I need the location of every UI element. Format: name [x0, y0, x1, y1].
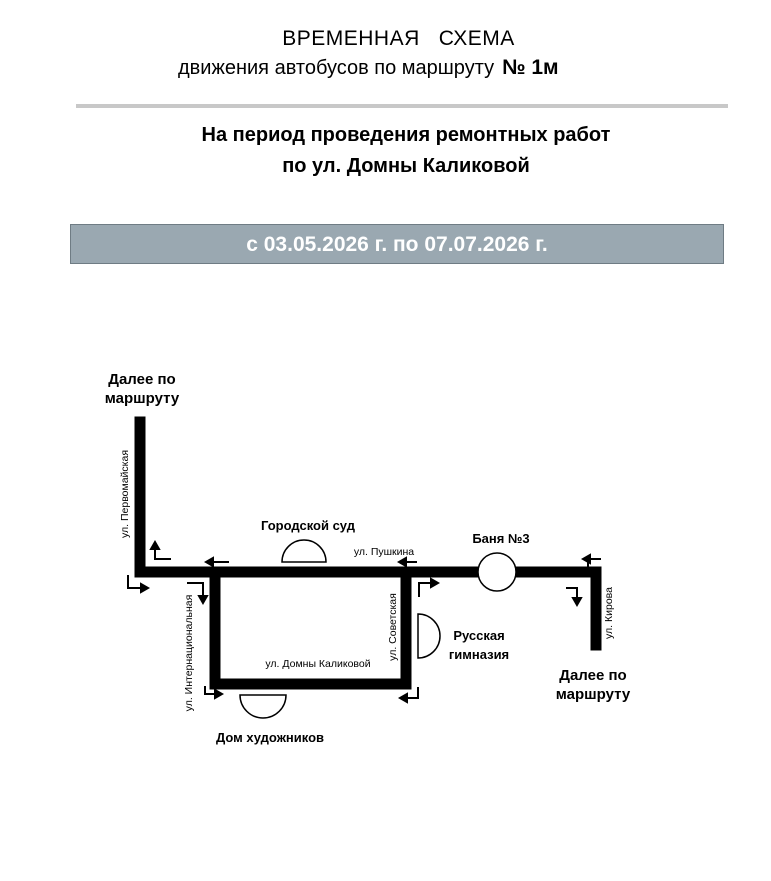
notice-line-1: На период проведения ремонтных работ — [201, 124, 611, 146]
arrow-down-right-icon — [128, 575, 148, 592]
bath-stop-icon — [478, 553, 516, 591]
street-domny-kalikovoy-label: ул. Домны Каликовой — [265, 658, 371, 670]
notice-line-2: по ул. Домны Каликовой — [282, 155, 530, 177]
bath-stop-label: Баня №3 — [472, 531, 530, 546]
court-stop-icon — [282, 540, 326, 562]
street-pushkina-label: ул. Пушкина — [353, 546, 415, 558]
route-subtitle-text: движения автобусов по маршруту — [178, 57, 495, 79]
gymnasium-stop-label-1: Русская — [453, 628, 505, 643]
date-range-banner: с 03.05.2026 г. по 07.07.2026 г. — [70, 224, 724, 264]
arrow-left-up-icon — [583, 555, 601, 568]
arrow-right-down-icon — [566, 588, 581, 605]
route-number: № 1м — [502, 56, 559, 79]
continue-right-line-2: маршруту — [555, 686, 631, 703]
scheme-title: ВРЕМЕННАЯ СХЕМА — [282, 27, 515, 50]
artists-stop-label: Дом художников — [215, 730, 325, 745]
arrow-left-icon — [206, 558, 229, 566]
arrow-left-icon — [399, 558, 417, 566]
court-stop-label: Городской суд — [261, 518, 355, 533]
artists-stop-icon — [240, 695, 286, 718]
direction-arrows — [128, 542, 601, 702]
gymnasium-stop-label-2: гимназия — [448, 647, 510, 662]
street-internatsionalnaya-label: ул. Интернациональная — [183, 594, 195, 712]
street-sovetskaya-label: ул. Советская — [387, 593, 399, 661]
gymnasium-stop-icon — [418, 614, 440, 658]
arrow-up-right-icon — [419, 579, 438, 597]
street-pervomayskaya-label: ул. Первомайская — [119, 449, 131, 539]
continue-right-line-1: Далее по — [559, 667, 627, 684]
continue-left-line-2: маршруту — [104, 390, 180, 407]
continue-left-line-1: Далее по — [108, 371, 176, 388]
arrow-left-up-icon — [151, 542, 171, 559]
street-kirova-label: ул. Кирова — [603, 587, 615, 639]
